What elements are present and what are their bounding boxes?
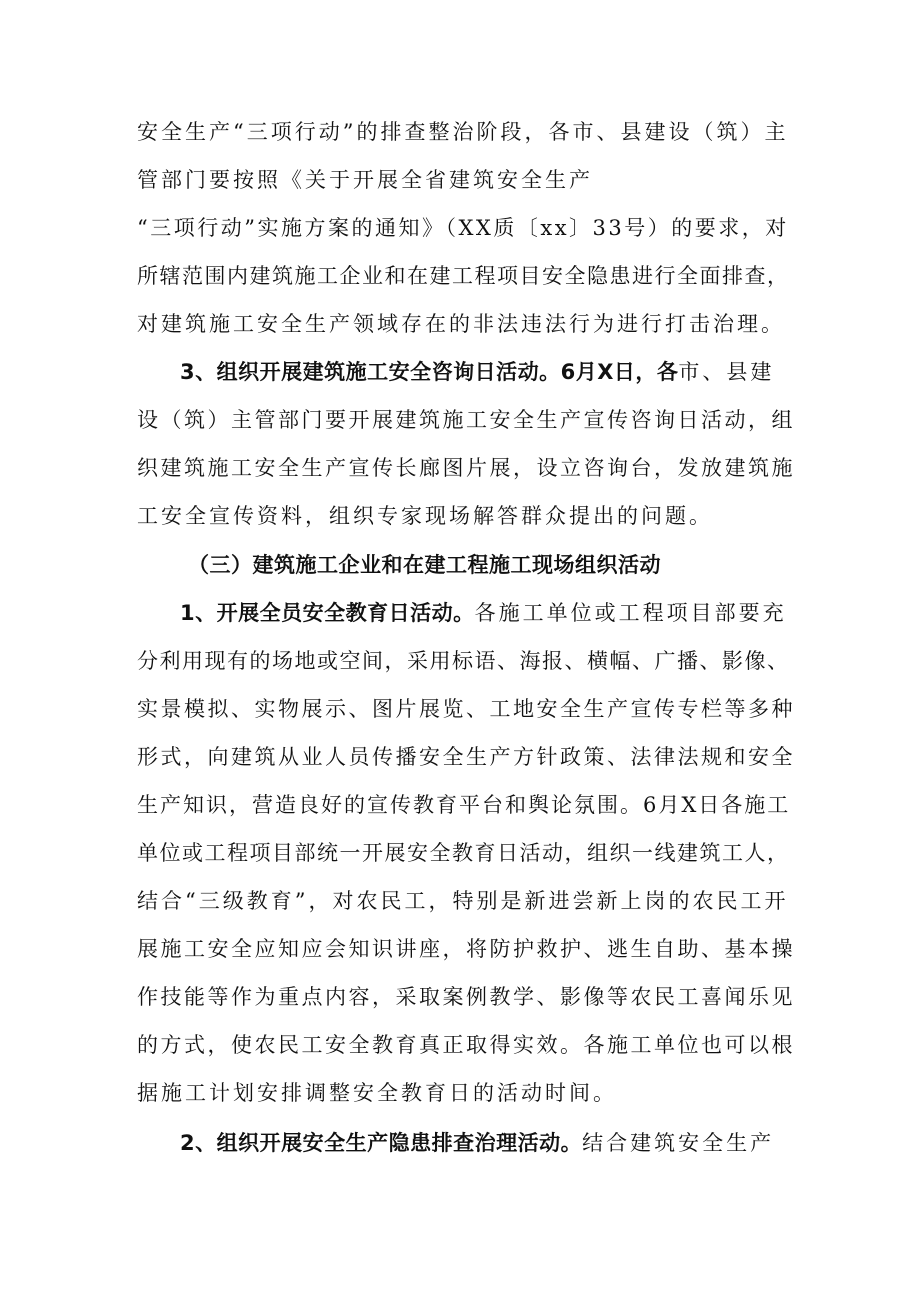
p4-line-1-rest: 结合建筑安全生产 [582, 1131, 775, 1155]
p3-line-3: 实景模拟、实物展示、图片展览、工地安全生产宣传专栏等多种 [137, 697, 795, 721]
p1-line-3: “三项行动”实施方案的通知》（XX质〔xx〕33号）的要求，对 [137, 216, 789, 240]
p4-heading: 2、组织开展安全生产隐患排查治理活动。 [180, 1131, 583, 1155]
p3-heading: 1、开展全员安全教育日活动。 [180, 601, 475, 625]
p2-line-3: 织建筑施工安全生产宣传长廊图片展，设立咨询台，发放建筑施 [137, 456, 795, 480]
p2-line-1-rest: 市、县建 [678, 360, 775, 384]
p1-line-5: 对建筑施工安全生产领域存在的非法违法行为进行打击治理。 [137, 312, 785, 336]
p3-line-8: 展施工安全应知应会知识讲座，将防护救护、逃生自助、基本操 [137, 937, 795, 961]
p3-line-6: 单位或工程项目部统一开展安全教育日活动，组织一线建筑工人， [137, 841, 790, 865]
p1-line-4: 所辖范围内建筑施工企业和在建工程项目安全隐患进行全面排查， [137, 264, 790, 288]
p3-line-5: 生产知识，营造良好的宣传教育平台和舆论氛围。6月X日各施工 [137, 793, 791, 817]
p3-line-4: 形式，向建筑从业人员传播安全生产方针政策、法律法规和安全 [137, 745, 795, 769]
p3-line-1-rest: 各施工单位或工程项目部要充 [474, 601, 787, 625]
section-3-title: （三）建筑施工企业和在建工程施工现场组织活动 [188, 553, 661, 577]
p3-line-2: 分利用现有的场地或空间，采用标语、海报、横幅、广播、影像、 [137, 649, 790, 673]
p4-line-1 [180, 1123, 797, 1163]
p2-line-2: 设（筑）主管部门要开展建筑施工安全生产宣传咨询日活动，组 [137, 408, 795, 432]
p3-line-1 [180, 593, 797, 633]
p2-heading: 3、组织开展建筑施工安全咨询日活动。6月X日，各 [180, 360, 679, 384]
p3-line-7: 结合“三级教育”，对农民工，特别是新进尝新上岗的农民工开 [137, 889, 789, 913]
p2-line-1 [180, 352, 797, 392]
p1-line-2: 管部门要按照《关于开展全省建筑安全生产 [137, 168, 593, 192]
p3-line-10: 的方式，使农民工安全教育真正取得实效。各施工单位也可以根 [137, 1033, 795, 1057]
p2-line-4: 工安全宣传资料，组织专家现场解答群众提出的问题。 [137, 504, 713, 528]
p3-line-9: 作技能等作为重点内容，采取案例教学、影像等农民工喜闻乐见 [137, 985, 795, 1009]
p3-line-11: 据施工计划安排调整安全教育日的活动时间。 [137, 1081, 617, 1105]
p1-line-1: 安全生产“三项行动”的排查整治阶段，各市、县建设（筑）主 [137, 120, 789, 144]
